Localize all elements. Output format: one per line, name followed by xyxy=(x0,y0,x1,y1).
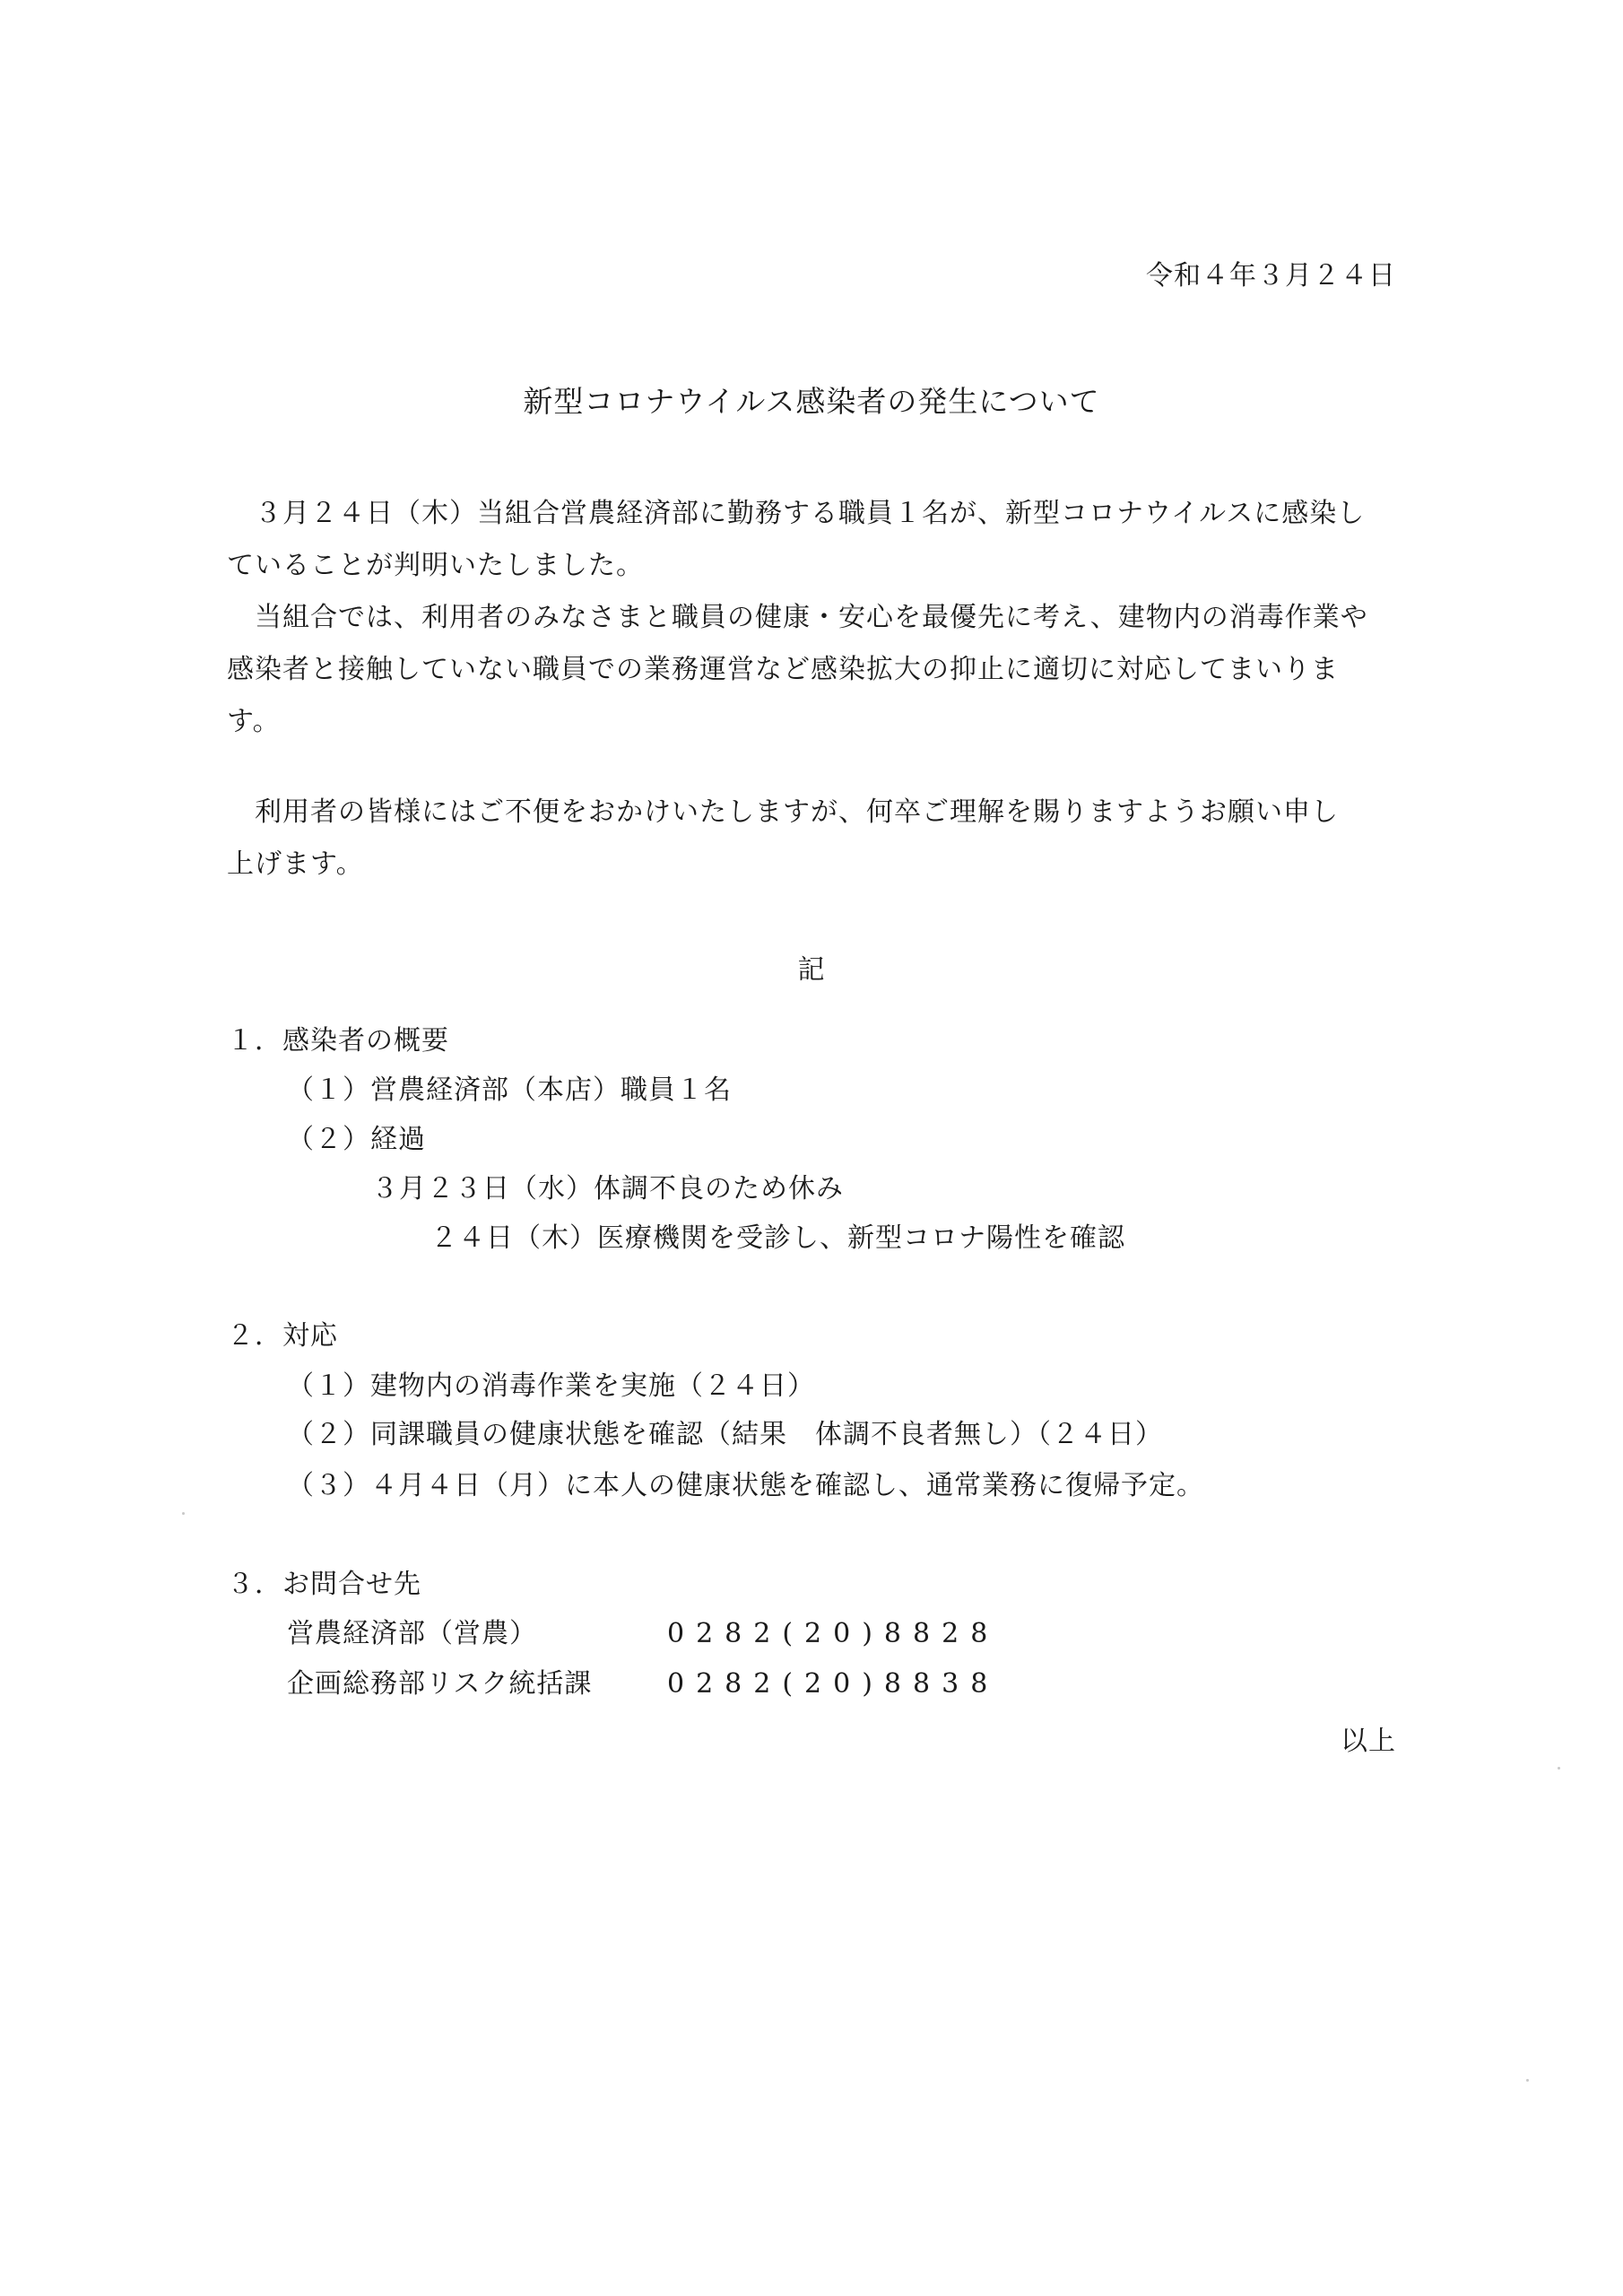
ki-heading: 記 xyxy=(797,954,826,986)
body-line: 上げます。 xyxy=(227,848,364,880)
scan-speck xyxy=(1558,1767,1560,1770)
section2-item: （３）４月４日（月）に本人の健康状態を確認し、通常業務に復帰予定。 xyxy=(287,1470,1204,1501)
body-line: ３月２４日（木）当組合営農経済部に勤務する職員１名が、新型コロナウイルスに感染し xyxy=(255,498,1366,529)
scan-speck xyxy=(1526,2079,1529,2082)
body-line: 利用者の皆様にはご不便をおかけいたしますが、何卒ご理解を賜りますようお願い申し xyxy=(255,796,1339,828)
document-title: 新型コロナウイルス感染者の発生について xyxy=(523,384,1100,419)
section2-item: （１）建物内の消毒作業を実施（２４日） xyxy=(287,1370,815,1402)
timeline-entry: ２４日（木）医療機関を受診し、新型コロナ陽性を確認 xyxy=(430,1222,1125,1254)
timeline-entry: ３月２３日（水）体調不良のため休み xyxy=(371,1173,844,1205)
section1-heading: １．感染者の概要 xyxy=(227,1025,449,1057)
contact-name: 企画総務部リスク統括課 xyxy=(287,1668,593,1700)
section2-item: （２）同課職員の健康状態を確認（結果 体調不良者無し）（２４日） xyxy=(287,1419,1163,1450)
section2-heading: ２．対応 xyxy=(227,1320,338,1352)
contact-phone: 0282(20)8828 xyxy=(667,1618,1000,1649)
document-date: 令和４年３月２４日 xyxy=(1146,260,1396,291)
body-line: 感染者と接触していない職員での業務運営など感染拡大の抑止に適切に対応してまいりま xyxy=(227,654,1339,685)
section3-heading: ３．お問合せ先 xyxy=(227,1569,421,1600)
contact-phone: 0282(20)8838 xyxy=(667,1668,1000,1700)
section1-item: （２）経過 xyxy=(287,1124,426,1155)
contact-name: 営農経済部（営農） xyxy=(287,1618,537,1649)
closing-text: 以上 xyxy=(1341,1726,1396,1757)
scan-speck xyxy=(182,1512,185,1515)
body-line: す。 xyxy=(227,706,281,737)
body-line: ていることが判明いたしました。 xyxy=(227,550,644,581)
body-line: 当組合では、利用者のみなさまと職員の健康・安心を最優先に考え、建物内の消毒作業や xyxy=(255,602,1368,633)
section1-item: （１）営農経済部（本店）職員１名 xyxy=(287,1074,732,1106)
